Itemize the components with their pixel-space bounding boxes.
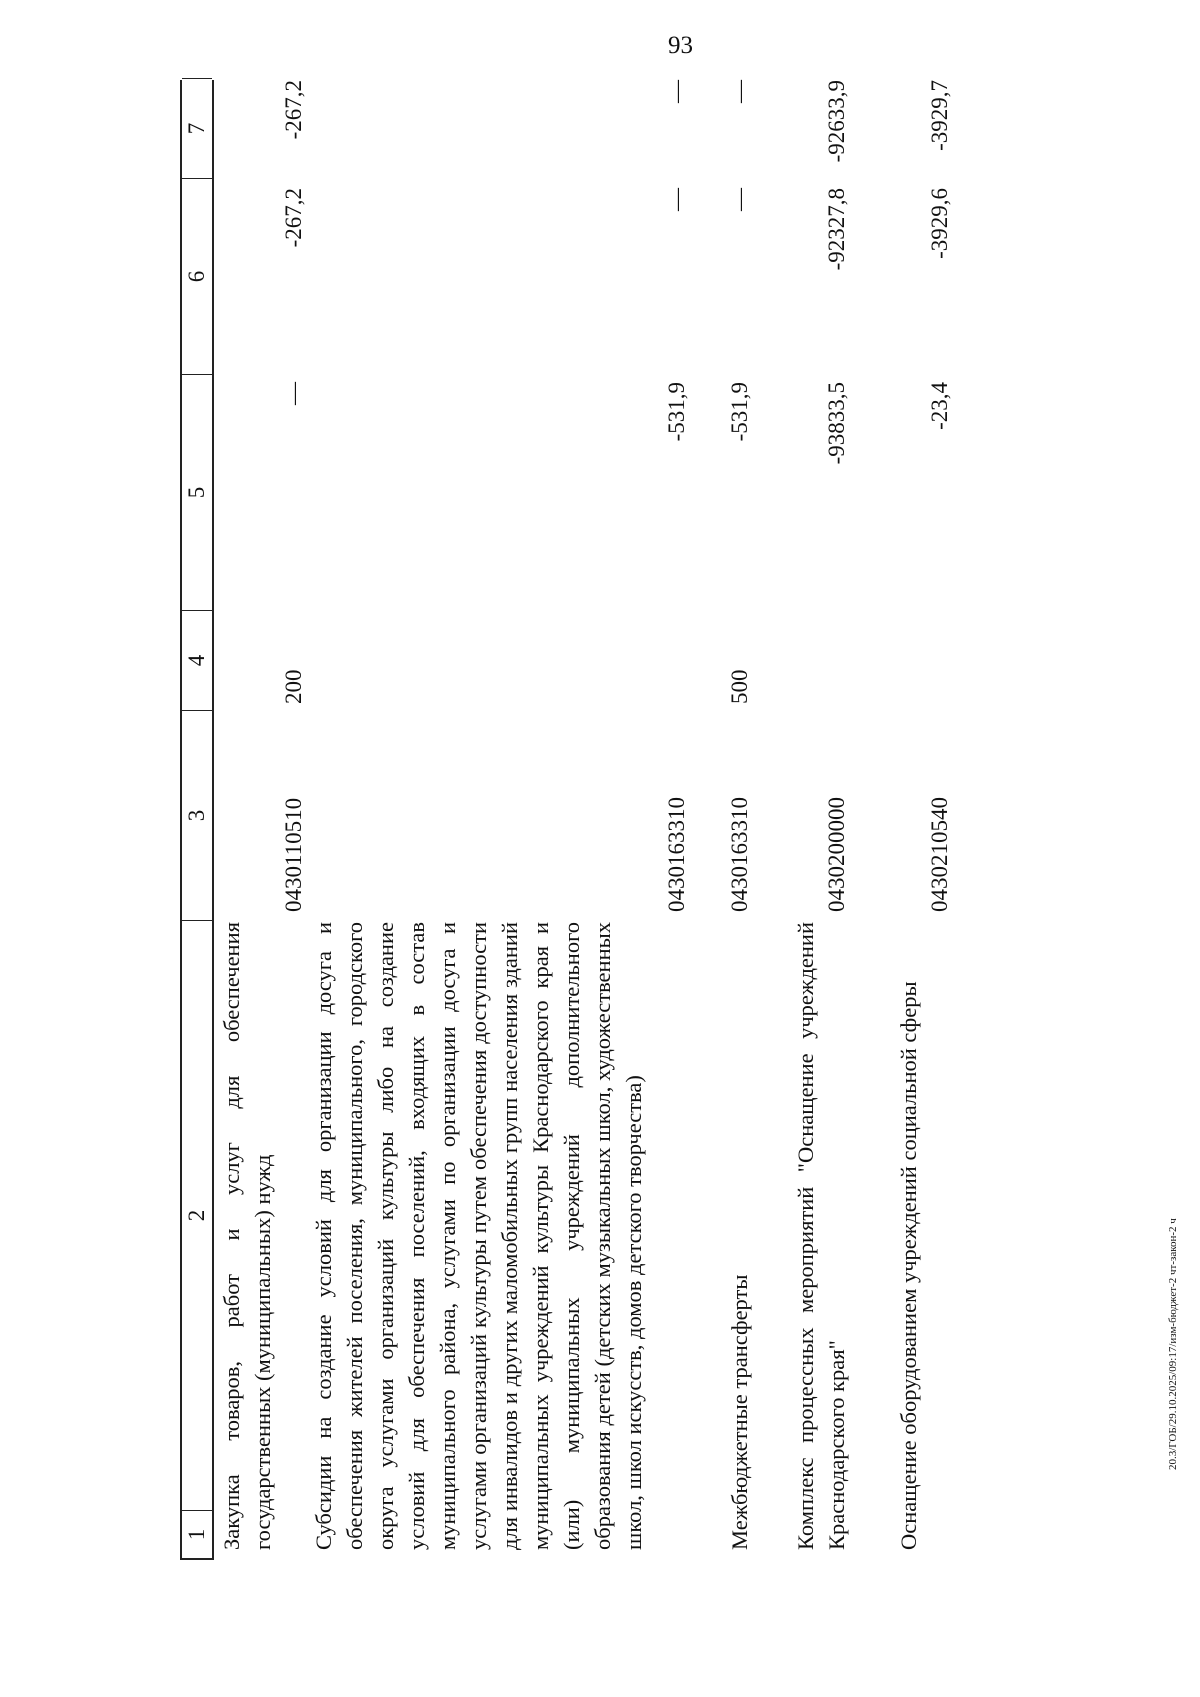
row-type: 200 [281, 669, 306, 704]
header-col-6: 6 [182, 178, 212, 374]
row-value-7: — [727, 80, 752, 103]
row-value-6: — [727, 188, 752, 211]
row-value-6: -92327,8 [824, 188, 849, 271]
header-col-5: 5 [182, 374, 212, 610]
header-col-4: 4 [182, 610, 212, 710]
footer-code: 20.3/ГОБ/29.10.2025/09:17/изм-бюджет-2 чт-закон-2 ч [1167, 1218, 1179, 1470]
row-value-5: — [281, 382, 306, 405]
row-value-6: — [664, 188, 689, 211]
row-type: 500 [727, 669, 752, 704]
row-value-7: -92633,9 [824, 80, 849, 163]
header-col-1: 1 [182, 1510, 212, 1558]
page-number: 93 [668, 32, 693, 59]
row-value-6: -267,2 [281, 188, 306, 248]
row-code: 0430163310 [727, 797, 752, 912]
row-name: Межбюджетные трансферты [727, 1274, 752, 1550]
header-col-7: 7 [182, 78, 212, 178]
row-value-6: -3929,6 [927, 188, 952, 259]
row-code: 0430110510 [281, 797, 306, 912]
row-value-5: -93833,5 [824, 382, 849, 465]
row-code: 0430163310 [664, 797, 689, 912]
row-value-7: -3929,7 [927, 80, 952, 151]
header-col-3: 3 [182, 710, 212, 920]
row-value-5: -531,9 [727, 382, 752, 442]
row-code: 0430210540 [927, 797, 952, 912]
row-name: Субсидии на создание условий для организации досуга и обеспечения жителей поселения, муниципального, городского округа услугами организаций культуры либо на создание условий для обеспечения поселений, входящих в состав муниципального района, услугами по организации досуга и услугами организаций культуры путем обеспечения доступности для инвалидов и других маломобильных групп населения зданий муниципальных учреждений культуры Краснодарского края и (или) муниципальных учреждений дополнительного образования детей (детских музыкальных школ, художественных школ, школ искусств, домов детского творчества) [311, 922, 646, 1550]
row-name: Закупка товаров, работ и услуг для обеспечения государственных (муниципальных) нужд [219, 922, 275, 1550]
row-value-5: -531,9 [664, 382, 689, 442]
budget-table [180, 80, 1200, 1560]
header-col-2: 2 [182, 920, 212, 1510]
row-value-7: -267,2 [281, 80, 306, 140]
row-name: Оснащение оборудованием учреждений социальной сферы [896, 981, 921, 1550]
row-value-5: -23,4 [927, 382, 952, 430]
row-name: Комплекс процессных мероприятий "Оснащение учреждений Краснодарского края" [793, 922, 849, 1550]
table-header-row [180, 80, 214, 1560]
row-value-7: — [664, 80, 689, 103]
row-code: 0430200000 [824, 797, 849, 912]
